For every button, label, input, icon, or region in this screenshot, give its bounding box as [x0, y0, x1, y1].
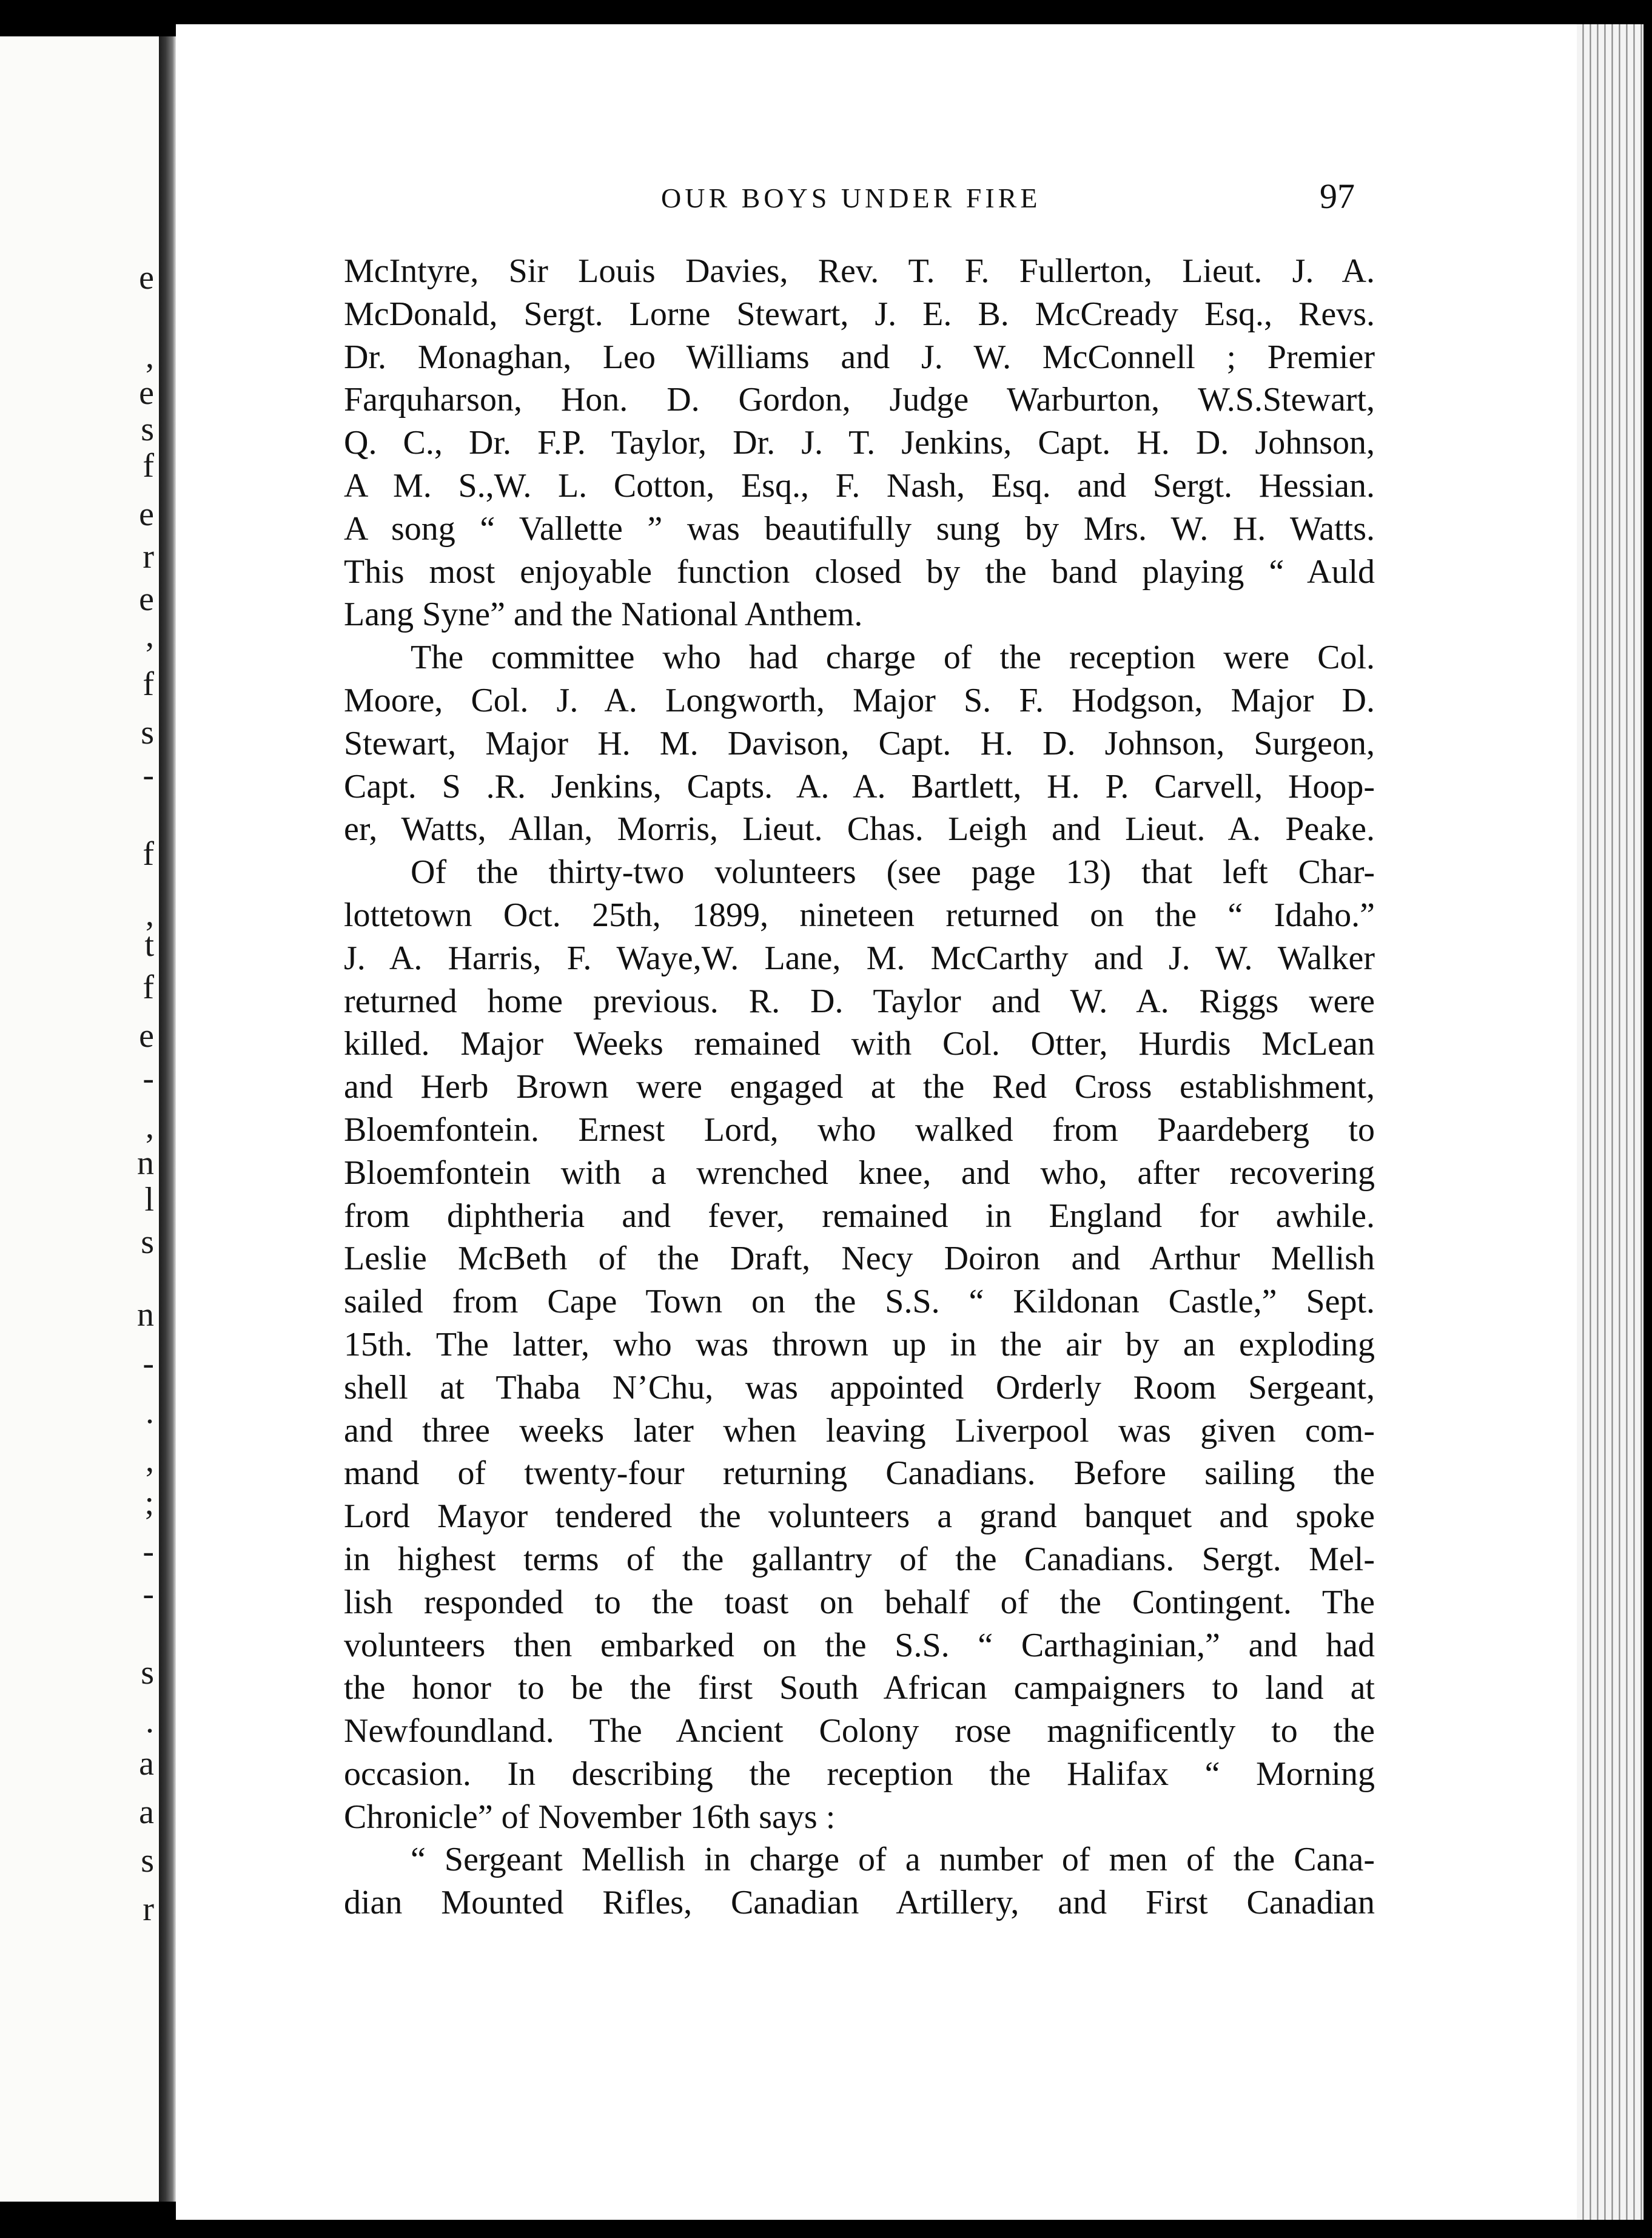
- text-line: McIntyre, Sir Louis Davies, Rev. T. F. Fullerton, Lieut. J. A.: [344, 252, 1375, 290]
- text-line: Q. C., Dr. F.P. Taylor, Dr. J. T. Jenkins, Capt. H. D. Johnson,: [344, 424, 1375, 462]
- left-page-fragment: [0, 36, 159, 2202]
- left-page-glyph: ,: [146, 1442, 154, 1479]
- left-page-glyph: e: [139, 496, 154, 533]
- left-page-glyph: -: [143, 1060, 154, 1097]
- text-line: dian Mounted Rifles, Canadian Artillery, and First Canadian: [344, 1884, 1375, 1922]
- left-page-glyph: e: [139, 1017, 154, 1055]
- left-page-glyph: f: [143, 835, 154, 873]
- left-page-glyph: f: [143, 447, 154, 485]
- page-number: 97: [1320, 176, 1355, 216]
- text-line: Moore, Col. J. A. Longworth, Major S. F. Hodgson, Major D.: [344, 681, 1375, 719]
- left-page-glyph: n: [137, 1296, 154, 1334]
- left-page-glyph: e: [139, 259, 154, 297]
- text-line: Dr. Monaghan, Leo Williams and J. W. McConnell ; Premier: [344, 338, 1375, 376]
- text-line: volunteers then embarked on the S.S. “ Carthaginian,” and had: [344, 1626, 1375, 1664]
- text-line: A song “ Vallette ” was beautifully sung by Mrs. W. H. Watts.: [344, 509, 1375, 548]
- left-page-glyph: .: [146, 1393, 154, 1431]
- text-line: mand of twenty-four returning Canadians. Before sailing the: [344, 1454, 1375, 1493]
- left-page-glyph: a: [139, 1745, 154, 1783]
- text-line: the honor to be the first South African campaigners to land at: [344, 1669, 1375, 1707]
- left-page-glyph: e: [139, 374, 154, 412]
- left-page-glyph: r: [143, 1890, 154, 1928]
- left-page-glyph: ,: [146, 338, 154, 375]
- left-page-glyph: a: [139, 1793, 154, 1831]
- text-line: and three weeks later when leaving Liverpool was given com-: [344, 1411, 1375, 1450]
- text-line: and Herb Brown were engaged at the Red Cross establishment,: [344, 1068, 1375, 1106]
- page-edges: [1577, 24, 1644, 2220]
- text-line: Bloemfontein. Ernest Lord, who walked from Paardeberg to: [344, 1111, 1375, 1149]
- text-line: McDonald, Sergt. Lorne Stewart, J. E. B. McCready Esq., Revs.: [344, 295, 1375, 333]
- text-line: Chronicle” of November 16th says :: [344, 1798, 836, 1836]
- left-page-glyph: s: [141, 411, 154, 448]
- left-page-glyph: t: [144, 926, 154, 964]
- left-page-glyph: r: [143, 538, 154, 576]
- left-page-glyph: f: [143, 969, 154, 1006]
- left-page-glyph: ,: [146, 896, 154, 933]
- text-line: Leslie McBeth of the Draft, Necy Doiron and Arthur Mellish: [344, 1240, 1375, 1278]
- running-head: OUR BOYS UNDER FIRE: [661, 183, 1041, 213]
- text-line: shell at Thaba N’Chu, was appointed Orderly Room Sergeant,: [344, 1368, 1375, 1406]
- text-line: er, Watts, Allan, Morris, Lieut. Chas. Leigh and Lieut. A. Peake.: [344, 810, 1375, 848]
- left-page-glyph: -: [143, 1345, 154, 1382]
- left-page-glyph: ;: [144, 1484, 154, 1522]
- text-line: Bloemfontein with a wrenched knee, and who, after recovering: [344, 1154, 1375, 1192]
- text-line: Capt. S .R. Jenkins, Capts. A. A. Bartlett, H. P. Carvell, Hoop-: [344, 767, 1375, 805]
- text-line: Lang Syne” and the National Anthem.: [344, 596, 863, 634]
- left-page-glyph: s: [141, 714, 154, 751]
- text-line: sailed from Cape Town on the S.S. “ Kildonan Castle,” Sept.: [344, 1283, 1375, 1321]
- left-page-glyph: -: [143, 1575, 154, 1613]
- left-page-glyph: .: [146, 1702, 154, 1740]
- text-line: Farquharson, Hon. D. Gordon, Judge Warburton, W.S.Stewart,: [344, 381, 1375, 419]
- left-page-glyph: -: [143, 1533, 154, 1570]
- text-line: A M. S.,W. L. Cotton, Esq., F. Nash, Esq. and Sergt. Hessian.: [344, 466, 1375, 505]
- text-line: killed. Major Weeks remained with Col. Otter, Hurdis McLean: [344, 1025, 1375, 1063]
- text-line: in highest terms of the gallantry of the Canadians. Sergt. Mel-: [344, 1540, 1375, 1578]
- left-page-glyph: -: [143, 756, 154, 794]
- left-page-glyph: ,: [146, 1108, 154, 1146]
- text-line: lish responded to the toast on behalf of the Contingent. The: [344, 1583, 1375, 1621]
- text-line: lottetown Oct. 25th, 1899, nineteen returned on the “ Idaho.”: [344, 896, 1375, 934]
- text-line: returned home previous. R. D. Taylor and W. A. Riggs were: [344, 982, 1375, 1020]
- left-page-glyph: f: [143, 665, 154, 703]
- left-page-glyph: ,: [146, 617, 154, 654]
- body-text: [344, 250, 1375, 1924]
- left-page-glyph: n: [137, 1144, 154, 1182]
- left-page-glyph: s: [141, 1223, 154, 1261]
- text-line: from diphtheria and fever, remained in England for awhile.: [344, 1197, 1375, 1235]
- text-line: Newfoundland. The Ancient Colony rose magnificently to the: [344, 1712, 1375, 1750]
- left-page-glyph: e: [139, 580, 154, 618]
- book-gutter: [159, 36, 176, 2202]
- left-page-glyph: s: [141, 1654, 154, 1692]
- text-line: 15th. The latter, who was thrown up in the air by an exploding: [344, 1325, 1375, 1363]
- text-line: Lord Mayor tendered the volunteers a grand banquet and spoke: [344, 1497, 1375, 1536]
- text-line: Stewart, Major H. M. Davison, Capt. H. D. Johnson, Surgeon,: [344, 724, 1375, 762]
- left-page-glyph: s: [141, 1842, 154, 1880]
- text-line: Of the thirty-two volunteers (see page 13) that left Char-: [411, 853, 1375, 892]
- text-line: J. A. Harris, F. Waye,W. Lane, M. McCarthy and J. W. Walker: [344, 939, 1375, 977]
- text-line: This most enjoyable function closed by the band playing “ Auld: [344, 553, 1375, 591]
- text-line: “ Sergeant Mellish in charge of a number of men of the Cana-: [411, 1841, 1375, 1879]
- text-line: The committee who had charge of the reception were Col.: [411, 639, 1375, 677]
- text-line: occasion. In describing the reception the Halifax “ Morning: [344, 1755, 1375, 1793]
- left-page-glyph: l: [144, 1181, 154, 1218]
